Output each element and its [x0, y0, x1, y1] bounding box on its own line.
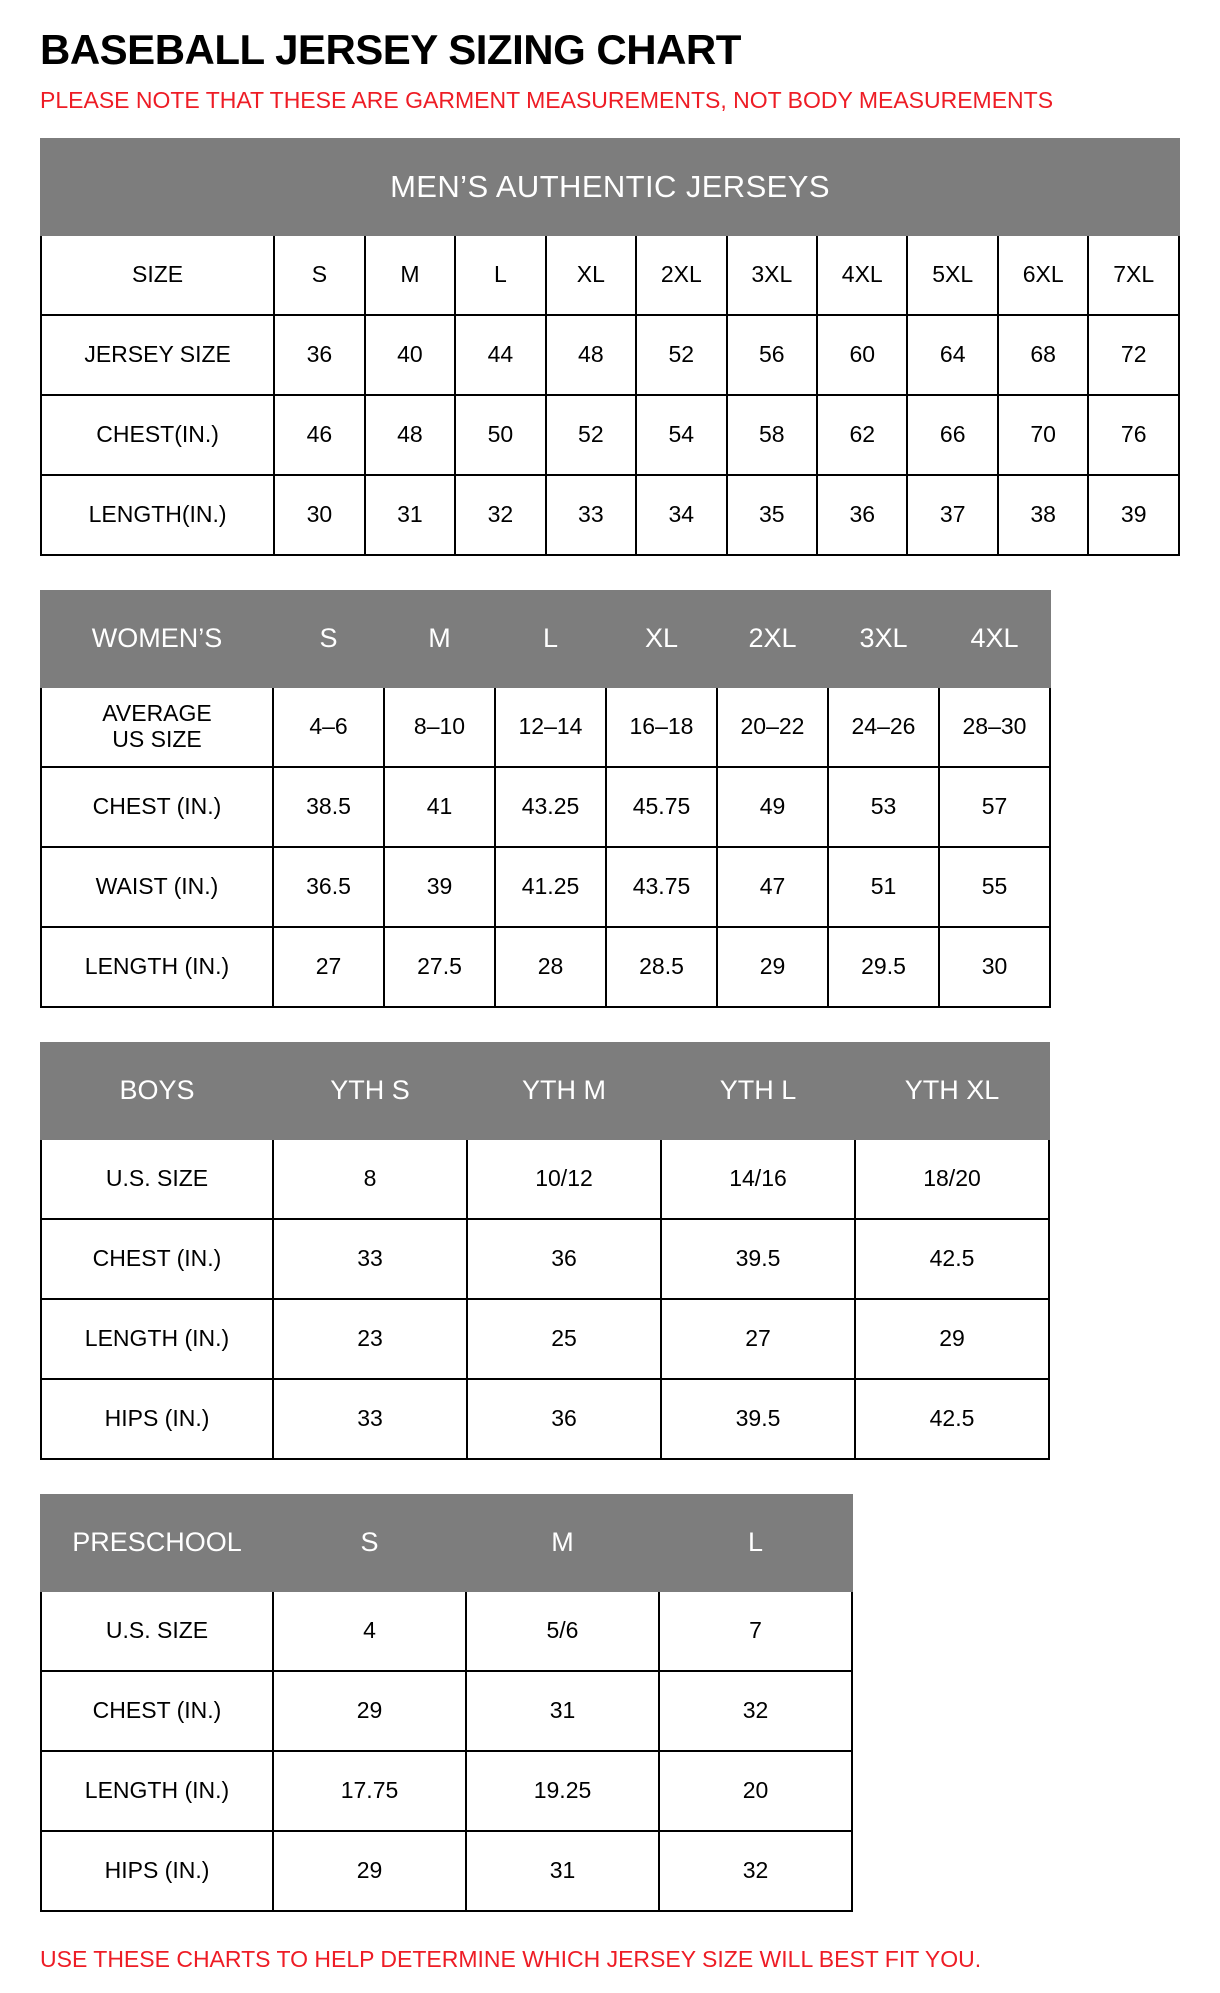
mens-row-label-jersey-size: JERSEY SIZE: [41, 315, 274, 395]
womens-cell: 29.5: [828, 927, 939, 1007]
womens-size-2xl: 2XL: [717, 591, 828, 687]
preschool-cell: 31: [466, 1831, 659, 1911]
table-row: [41, 1139, 1049, 1219]
mens-cell: 48: [546, 315, 636, 395]
womens-cell: 53: [828, 767, 939, 847]
mens-size-3xl: 3XL: [727, 235, 817, 315]
mens-cell: 35: [727, 475, 817, 555]
mens-cell: 33: [546, 475, 636, 555]
preschool-cell: 19.25: [466, 1751, 659, 1831]
preschool-size-l: L: [659, 1495, 852, 1591]
mens-size-5xl: 5XL: [907, 235, 997, 315]
womens-cell: 43.25: [495, 767, 606, 847]
boys-size-yth-m: YTH M: [467, 1043, 661, 1139]
boys-row-label-us-size: U.S. SIZE: [41, 1139, 273, 1219]
womens-cell: 12–14: [495, 687, 606, 767]
preschool-cell: 4: [273, 1591, 466, 1671]
label-line-1: AVERAGE: [102, 700, 212, 727]
womens-cell: 38.5: [273, 767, 384, 847]
womens-cell: 41: [384, 767, 495, 847]
preschool-header-row: [41, 1495, 852, 1591]
boys-header-row: [41, 1043, 1049, 1139]
boys-cell: 33: [273, 1379, 467, 1459]
mens-cell: 38: [998, 475, 1088, 555]
womens-size-l: L: [495, 591, 606, 687]
mens-cell: 54: [636, 395, 726, 475]
mens-cell: 70: [998, 395, 1088, 475]
boys-sizing-table: [40, 1042, 1050, 1460]
womens-row-label-average-us-size: [41, 687, 273, 767]
table-row: [41, 1671, 852, 1751]
preschool-sizing-table: [40, 1494, 853, 1912]
mens-cell: 34: [636, 475, 726, 555]
womens-cell: 36.5: [273, 847, 384, 927]
boys-cell: 42.5: [855, 1379, 1049, 1459]
label-line-2: US SIZE: [112, 725, 202, 752]
mens-size-m: M: [365, 235, 455, 315]
mens-cell: 44: [455, 315, 545, 395]
womens-size-4xl: 4XL: [939, 591, 1050, 687]
mens-cell: 36: [817, 475, 907, 555]
boys-cell: 42.5: [855, 1219, 1049, 1299]
boys-cell: 33: [273, 1219, 467, 1299]
mens-banner: MEN’S AUTHENTIC JERSEYS: [41, 139, 1179, 235]
mens-row-label-length: LENGTH(IN.): [41, 475, 274, 555]
womens-cell: 57: [939, 767, 1050, 847]
boys-size-yth-xl: YTH XL: [855, 1043, 1049, 1139]
mens-sizing-table: [40, 138, 1180, 556]
boys-cell: 36: [467, 1219, 661, 1299]
mens-cell: 58: [727, 395, 817, 475]
womens-cell: 47: [717, 847, 828, 927]
womens-cell: 24–26: [828, 687, 939, 767]
mens-size-2xl: 2XL: [636, 235, 726, 315]
womens-header-label: WOMEN’S: [41, 591, 273, 687]
womens-cell: 16–18: [606, 687, 717, 767]
mens-cell: 52: [636, 315, 726, 395]
boys-cell: 27: [661, 1299, 855, 1379]
preschool-size-m: M: [466, 1495, 659, 1591]
preschool-cell: 32: [659, 1831, 852, 1911]
boys-cell: 14/16: [661, 1139, 855, 1219]
mens-cell: 62: [817, 395, 907, 475]
table-row: [41, 1299, 1049, 1379]
womens-cell: 51: [828, 847, 939, 927]
preschool-cell: 7: [659, 1591, 852, 1671]
preschool-row-label-us-size: U.S. SIZE: [41, 1591, 273, 1671]
womens-cell: 29: [717, 927, 828, 1007]
mens-cell: 64: [907, 315, 997, 395]
womens-size-3xl: 3XL: [828, 591, 939, 687]
womens-size-s: S: [273, 591, 384, 687]
mens-size-xl: XL: [546, 235, 636, 315]
preschool-cell: 31: [466, 1671, 659, 1751]
womens-cell: 27: [273, 927, 384, 1007]
boys-cell: 8: [273, 1139, 467, 1219]
boys-cell: 29: [855, 1299, 1049, 1379]
mens-header-label: SIZE: [41, 235, 274, 315]
womens-header-row: [41, 591, 1050, 687]
boys-row-label-length: LENGTH (IN.): [41, 1299, 273, 1379]
preschool-row-label-length: LENGTH (IN.): [41, 1751, 273, 1831]
womens-cell: 49: [717, 767, 828, 847]
boys-cell: 10/12: [467, 1139, 661, 1219]
womens-cell: 41.25: [495, 847, 606, 927]
footer-note: USE THESE CHARTS TO HELP DETERMINE WHICH JERSEY SIZE WILL BEST FIT YOU.: [40, 1945, 982, 1972]
table-row: [41, 1379, 1049, 1459]
mens-cell: 56: [727, 315, 817, 395]
womens-cell: 30: [939, 927, 1050, 1007]
preschool-cell: 29: [273, 1671, 466, 1751]
table-row: [41, 1591, 852, 1671]
mens-cell: 39: [1088, 475, 1179, 555]
womens-sizing-table: [40, 590, 1051, 1008]
mens-size-7xl: 7XL: [1088, 235, 1179, 315]
table-row: [41, 1219, 1049, 1299]
mens-cell: 72: [1088, 315, 1179, 395]
mens-size-l: L: [455, 235, 545, 315]
boys-size-yth-s: YTH S: [273, 1043, 467, 1139]
mens-cell: 32: [455, 475, 545, 555]
preschool-cell: 29: [273, 1831, 466, 1911]
boys-cell: 23: [273, 1299, 467, 1379]
boys-cell: 39.5: [661, 1219, 855, 1299]
womens-cell: 8–10: [384, 687, 495, 767]
preschool-row-label-hips: HIPS (IN.): [41, 1831, 273, 1911]
womens-row-label-chest: CHEST (IN.): [41, 767, 273, 847]
table-row: [41, 767, 1050, 847]
mens-cell: 37: [907, 475, 997, 555]
mens-cell: 76: [1088, 395, 1179, 475]
womens-size-m: M: [384, 591, 495, 687]
boys-cell: 18/20: [855, 1139, 1049, 1219]
womens-cell: 28: [495, 927, 606, 1007]
mens-cell: 30: [274, 475, 364, 555]
table-row: [41, 1831, 852, 1911]
mens-size-s: S: [274, 235, 364, 315]
table-row: [41, 475, 1179, 555]
mens-cell: 68: [998, 315, 1088, 395]
womens-size-xl: XL: [606, 591, 717, 687]
womens-cell: 27.5: [384, 927, 495, 1007]
mens-cell: 60: [817, 315, 907, 395]
boys-cell: 36: [467, 1379, 661, 1459]
boys-cell: 25: [467, 1299, 661, 1379]
mens-size-6xl: 6XL: [998, 235, 1088, 315]
garment-measurement-note: PLEASE NOTE THAT THESE ARE GARMENT MEASUREMENTS, NOT BODY MEASUREMENTS: [40, 87, 1054, 114]
mens-size-4xl: 4XL: [817, 235, 907, 315]
table-row: [41, 847, 1050, 927]
mens-banner-row: [41, 139, 1179, 235]
womens-cell: 4–6: [273, 687, 384, 767]
table-row: [41, 927, 1050, 1007]
mens-row-label-chest: CHEST(IN.): [41, 395, 274, 475]
preschool-cell: 5/6: [466, 1591, 659, 1671]
preschool-cell: 17.75: [273, 1751, 466, 1831]
table-row: [41, 395, 1179, 475]
womens-row-label-length: LENGTH (IN.): [41, 927, 273, 1007]
mens-cell: 48: [365, 395, 455, 475]
mens-cell: 40: [365, 315, 455, 395]
mens-cell: 46: [274, 395, 364, 475]
table-row: [41, 1751, 852, 1831]
mens-cell: 66: [907, 395, 997, 475]
mens-cell: 31: [365, 475, 455, 555]
mens-cell: 36: [274, 315, 364, 395]
preschool-header-label: PRESCHOOL: [41, 1495, 273, 1591]
womens-cell: 28–30: [939, 687, 1050, 767]
boys-row-label-hips: HIPS (IN.): [41, 1379, 273, 1459]
preschool-row-label-chest: CHEST (IN.): [41, 1671, 273, 1751]
boys-cell: 39.5: [661, 1379, 855, 1459]
preschool-cell: 32: [659, 1671, 852, 1751]
womens-row-label-waist: WAIST (IN.): [41, 847, 273, 927]
womens-cell: 55: [939, 847, 1050, 927]
table-row: [41, 687, 1050, 767]
womens-cell: 45.75: [606, 767, 717, 847]
womens-cell: 43.75: [606, 847, 717, 927]
mens-cell: 50: [455, 395, 545, 475]
boys-size-yth-l: YTH L: [661, 1043, 855, 1139]
preschool-size-s: S: [273, 1495, 466, 1591]
preschool-cell: 20: [659, 1751, 852, 1831]
womens-cell: 20–22: [717, 687, 828, 767]
mens-header-row: [41, 235, 1179, 315]
womens-cell: 28.5: [606, 927, 717, 1007]
mens-cell: 52: [546, 395, 636, 475]
page-title: BASEBALL JERSEY SIZING CHART: [40, 26, 741, 73]
boys-header-label: BOYS: [41, 1043, 273, 1139]
boys-row-label-chest: CHEST (IN.): [41, 1219, 273, 1299]
womens-cell: 39: [384, 847, 495, 927]
table-row: [41, 315, 1179, 395]
